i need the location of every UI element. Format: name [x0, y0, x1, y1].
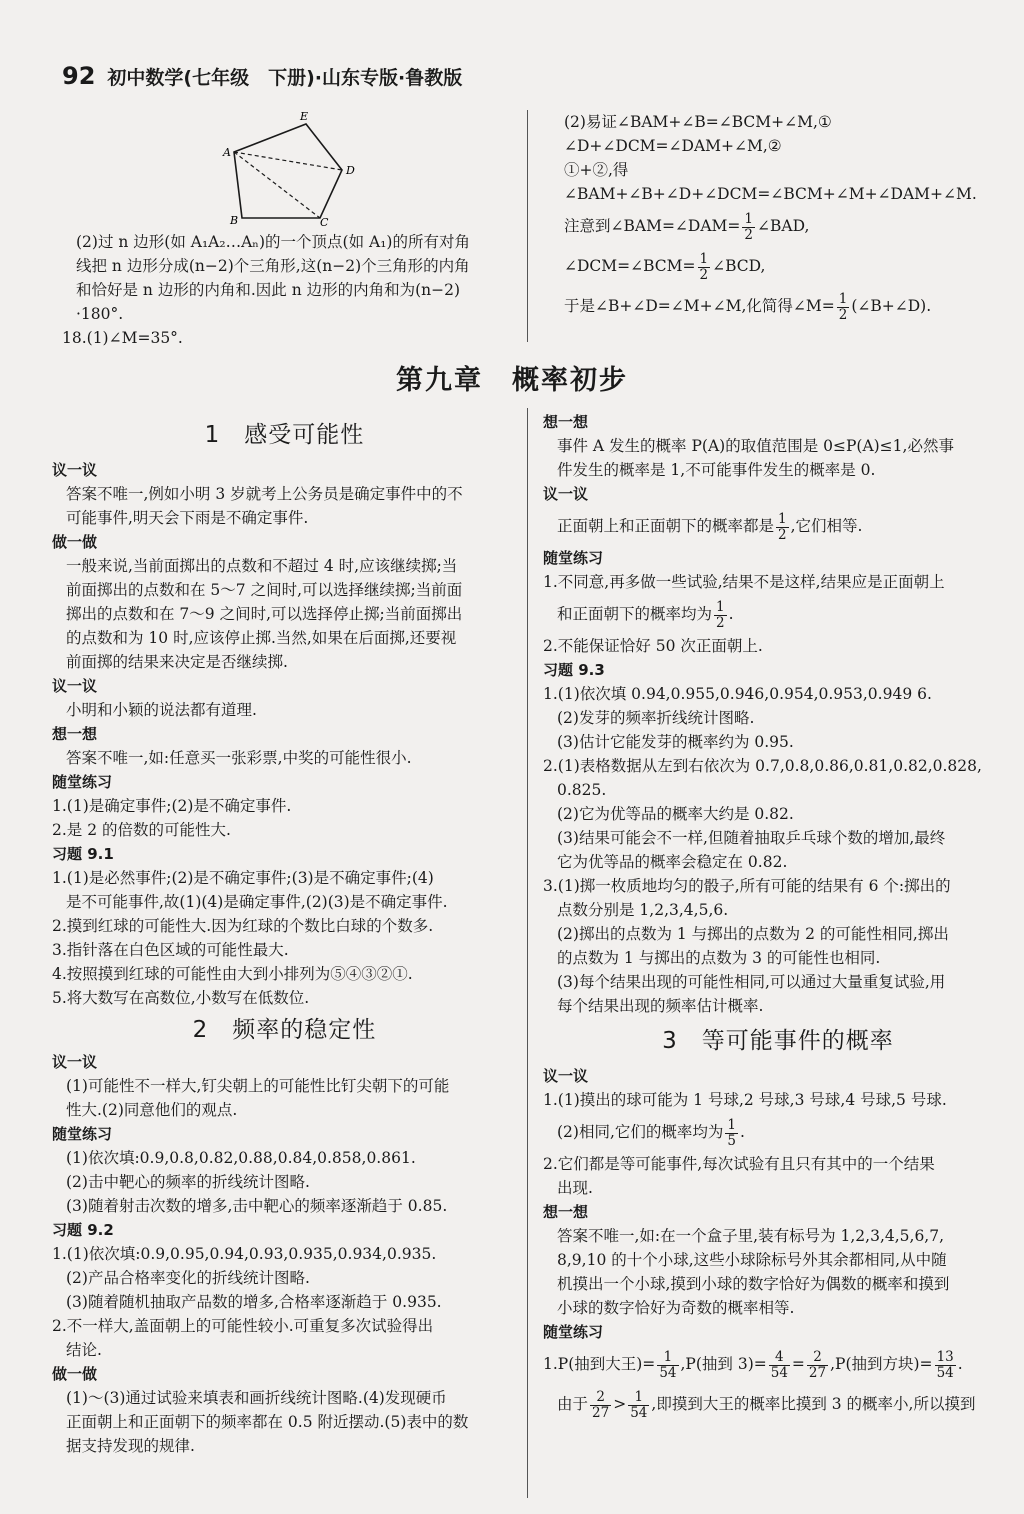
subheading: 做一做 — [52, 1365, 98, 1383]
text-line: 于是∠B+∠D=∠M+∠M,化简得∠M= $\frac{1}{2}$ (∠B+∠D). — [564, 290, 932, 323]
pentagon-outline — [234, 124, 342, 218]
subheading: 想一想 — [543, 413, 589, 431]
text-line: 结论. — [66, 1341, 102, 1359]
text-line: 1.(1)摸出的球可能为 1 号球,2 号球,3 号球,4 号球,5 号球. — [543, 1091, 947, 1109]
text-line: ∠D+∠DCM=∠DAM+∠M,② — [564, 137, 782, 155]
subheading: 习题 9.1 — [52, 845, 114, 863]
subheading: 习题 9.2 — [52, 1221, 114, 1239]
subheading: 随堂练习 — [52, 1125, 113, 1143]
subheading: 习题 9.3 — [543, 661, 605, 679]
fraction: $\frac{1}{2}$ — [699, 250, 709, 283]
diagonal-ac — [234, 152, 320, 218]
text-line: 答案不唯一,例如小明 3 岁就考上公务员是确定事件中的不 — [66, 485, 463, 503]
text-line: (1)可能性不一样大,钉尖朝上的可能性比钉尖朝下的可能 — [66, 1077, 450, 1095]
book-title: 初中数学(七年级 下册)·山东专版·鲁教版 — [107, 67, 463, 89]
subheading: 议一议 — [543, 1067, 589, 1085]
column-divider-top — [527, 110, 528, 342]
text-line: 1.(1)依次填 0.94,0.955,0.946,0.954,0.953,0.949 6. — [543, 685, 932, 703]
text-line: 掷出的点数和在 7～9 之间时,可以选择停止掷;当前面掷出 — [66, 605, 463, 623]
text-line: 一般来说,当前面掷出的点数和不超过 4 时,应该继续掷;当 — [66, 557, 458, 575]
text-line: 5.将大数写在高数位,小数写在低数位. — [52, 989, 310, 1007]
fraction: $\frac{1}{54}$ — [630, 1388, 648, 1421]
text-line: 0.825. — [557, 781, 607, 799]
subheading: 想一想 — [52, 725, 98, 743]
top-right-text — [550, 110, 1010, 326]
text-line: 据支持发现的规律. — [66, 1437, 195, 1455]
text-line: 事件 A 发生的概率 P(A)的取值范围是 0≤P(A)≤1,必然事 — [557, 437, 954, 455]
text-line: 正面朝上和正面朝下的频率都在 0.5 附近摆动.(5)表中的数 — [66, 1413, 469, 1431]
text-line: 可能事件,明天会下雨是不确定事件. — [66, 509, 309, 527]
text-line: 线把 n 边形分成(n−2)个三角形,这(n−2)个三角形的内角 — [76, 257, 470, 275]
text-line: 18.(1)∠M=35°. — [62, 329, 183, 347]
text-line: ∠DCM=∠BCM= $\frac{1}{2}$ ∠BCD, — [564, 250, 766, 283]
text-line: 前面掷的结果来决定是否继续掷. — [66, 653, 288, 671]
vertex-label-e: E — [300, 110, 309, 123]
text-line: 8,9,10 的十个小球,这些小球除标号外其余都相同,从中随 — [557, 1251, 947, 1269]
text-line: 1.不同意,再多做一些试验,结果不是这样,结果应是正面朝上 — [543, 573, 945, 591]
vertex-label-d: D — [346, 164, 355, 177]
text-line: (1)～(3)通过试验来填表和画折线统计图略.(4)发现硬币 — [66, 1389, 447, 1407]
fraction: $\frac{1}{5}$ — [727, 1116, 736, 1149]
text-line: 3.指针落在白色区域的可能性最大. — [52, 941, 289, 959]
diagonal-ad — [234, 152, 342, 170]
text-line: 2.不一样大,盖面朝上的可能性较小.可重复多次试验得出 — [52, 1317, 434, 1335]
text-line: ①+②,得∠BAM+∠B+∠D+∠DCM=∠BCM+∠M+∠DAM+∠M. — [564, 161, 977, 203]
left-column — [52, 418, 517, 1458]
text-line: (2)击中靶心的频率的折线统计图略. — [66, 1173, 310, 1191]
text-line: (3)结果可能会不一样,但随着抽取乒乓球个数的增加,最终 — [557, 829, 946, 847]
subheading: 随堂练习 — [543, 1323, 604, 1341]
fraction: $\frac{1}{2}$ — [778, 510, 787, 543]
fraction: $\frac{1}{2}$ — [838, 290, 848, 323]
text-line: 正面朝上和正面朝下的概率都是 $\frac{1}{2}$ ,它们相等. — [557, 510, 863, 543]
text-line: (1)依次填:0.9,0.8,0.82,0.88,0.84,0.858,0.861. — [66, 1149, 416, 1167]
column-divider-main — [527, 408, 528, 1498]
pentagon-figure — [222, 108, 362, 228]
fraction: $\frac{13}{54}$ — [936, 1348, 954, 1381]
text-line: 是不可能事件,故(1)(4)是确定事件,(2)(3)是不确定事件. — [66, 893, 448, 911]
text-line: 出现. — [557, 1179, 593, 1197]
fraction: $\frac{4}{54}$ — [770, 1348, 788, 1381]
text-line: 2.不能保证恰好 50 次正面朝上. — [543, 637, 763, 655]
text-line: 和恰好是 n 边形的内角和.因此 n 边形的内角和为(n−2) — [76, 281, 461, 299]
text-line: 1.P(抽到大王)= $\frac{1}{54}$ ,P(抽到 3)= $\frac{4}{54}$ = $\frac{2}{27}$ ,P(抽到方块)= $\frac{13}{54}$ . — [543, 1348, 963, 1381]
fraction: $\frac{1}{2}$ — [744, 210, 753, 243]
text-line: 机摸出一个小球,摸到小球的数字恰好为偶数的概率和摸到 — [557, 1275, 950, 1293]
right-column — [543, 410, 1013, 1424]
section-title: 1 感受可能性 — [204, 422, 365, 448]
text-line: 的点数为 1 与掷出的点数为 3 的可能性也相同. — [557, 949, 881, 967]
subheading: 议一议 — [52, 461, 98, 479]
text-line: 前面掷出的点数和在 5～7 之间时,可以选择继续掷;当前面 — [66, 581, 463, 599]
top-left-text — [62, 230, 517, 350]
fraction: $\frac{2}{27}$ — [592, 1388, 610, 1421]
text-line: 注意到∠BAM=∠DAM= $\frac{1}{2}$ ∠BAD, — [564, 210, 810, 243]
page-number: 92 — [62, 62, 96, 90]
text-line: 2.(1)表格数据从左到右依次为 0.7,0.8,0.86,0.81,0.82,0.828, — [543, 757, 982, 775]
fraction: $\frac{1}{2}$ — [716, 598, 725, 631]
text-line: 答案不唯一,如:任意买一张彩票,中奖的可能性很小. — [66, 749, 412, 767]
text-line: 每个结果出现的频率估计概率. — [557, 997, 764, 1015]
text-line: (2)过 n 边形(如 A₁A₂…Aₙ)的一个顶点(如 A₁)的所有对角 — [76, 233, 470, 251]
text-line: 小明和小颖的说法都有道理. — [66, 701, 257, 719]
text-line: 1.(1)依次填:0.9,0.95,0.94,0.93,0.935,0.934,0.935. — [52, 1245, 437, 1263]
subheading: 议一议 — [543, 485, 589, 503]
text-line: 1.(1)是确定事件;(2)是不确定事件. — [52, 797, 292, 815]
text-line: 2.它们都是等可能事件,每次试验有且只有其中的一个结果 — [543, 1155, 935, 1173]
text-line: (2)相同,它们的概率均为 $\frac{1}{5}$ . — [557, 1116, 745, 1149]
text-line: 点数分别是 1,2,3,4,5,6. — [557, 901, 729, 919]
text-line: (2)产品合格率变化的折线统计图略. — [66, 1269, 310, 1287]
subheading: 做一做 — [52, 533, 98, 551]
subheading: 想一想 — [543, 1203, 589, 1221]
vertex-label-a: A — [223, 146, 231, 159]
text-line: (3)估计它能发芽的概率约为 0.95. — [557, 733, 794, 751]
text-line: 性大.(2)同意他们的观点. — [66, 1101, 238, 1119]
text-line: 它为优等品的概率会稳定在 0.82. — [557, 853, 788, 871]
text-line: 4.按照摸到红球的可能性由大到小排列为⑤④③②①. — [52, 965, 413, 983]
fraction: $\frac{1}{54}$ — [659, 1348, 677, 1381]
subheading: 随堂练习 — [543, 549, 604, 567]
text-line: 2.是 2 的倍数的可能性大. — [52, 821, 231, 839]
text-line: (3)随着随机抽取产品数的增多,合格率逐渐趋于 0.935. — [66, 1293, 442, 1311]
subheading: 议一议 — [52, 1053, 98, 1071]
text-line: 和正面朝下的概率均为 $\frac{1}{2}$ . — [557, 598, 734, 631]
text-line: (2)发芽的频率折线统计图略. — [557, 709, 755, 727]
text-line: 小球的数字恰好为奇数的概率相等. — [557, 1299, 795, 1317]
subheading: 议一议 — [52, 677, 98, 695]
chapter-title: 第九章 概率初步 — [396, 365, 628, 396]
text-line: 由于 $\frac{2}{27}$ > $\frac{1}{54}$ ,即摸到大王的概率比摸到 3 的概率小,所以摸到 — [557, 1388, 976, 1421]
text-line: 1.(1)是必然事件;(2)是不确定事件;(3)是不确定事件;(4) — [52, 869, 434, 887]
text-line: (2)它为优等品的概率大约是 0.82. — [557, 805, 794, 823]
text-line: 答案不唯一,如:在一个盒子里,装有标号为 1,2,3,4,5,6,7, — [557, 1227, 945, 1245]
page-header — [62, 62, 962, 90]
fraction: $\frac{2}{27}$ — [808, 1348, 827, 1381]
vertex-label-c: C — [320, 216, 329, 228]
text-line: (3)每个结果出现的可能性相同,可以通过大量重复试验,用 — [557, 973, 946, 991]
text-line: 的点数和为 10 时,应该停止掷.当然,如果在后面掷,还要视 — [66, 629, 457, 647]
text-line: 2.摸到红球的可能性大.因为红球的个数比白球的个数多. — [52, 917, 434, 935]
text-line: 3.(1)掷一枚质地均匀的骰子,所有可能的结果有 6 个:掷出的 — [543, 877, 951, 895]
text-line: (2)易证∠BAM+∠B=∠BCM+∠M,① — [564, 113, 832, 131]
text-line: (2)掷出的点数为 1 与掷出的点数为 2 的可能性相同,掷出 — [557, 925, 949, 943]
subheading: 随堂练习 — [52, 773, 113, 791]
section-title: 3 等可能事件的概率 — [662, 1028, 894, 1054]
vertex-label-b: B — [230, 214, 239, 227]
section-title: 2 频率的稳定性 — [192, 1017, 377, 1043]
text-line: 件发生的概率是 1,不可能事件发生的概率是 0. — [557, 461, 876, 479]
text-line: (3)随着射击次数的增多,击中靶心的频率逐渐趋于 0.85. — [66, 1197, 448, 1215]
text-line: ·180°. — [76, 305, 124, 323]
